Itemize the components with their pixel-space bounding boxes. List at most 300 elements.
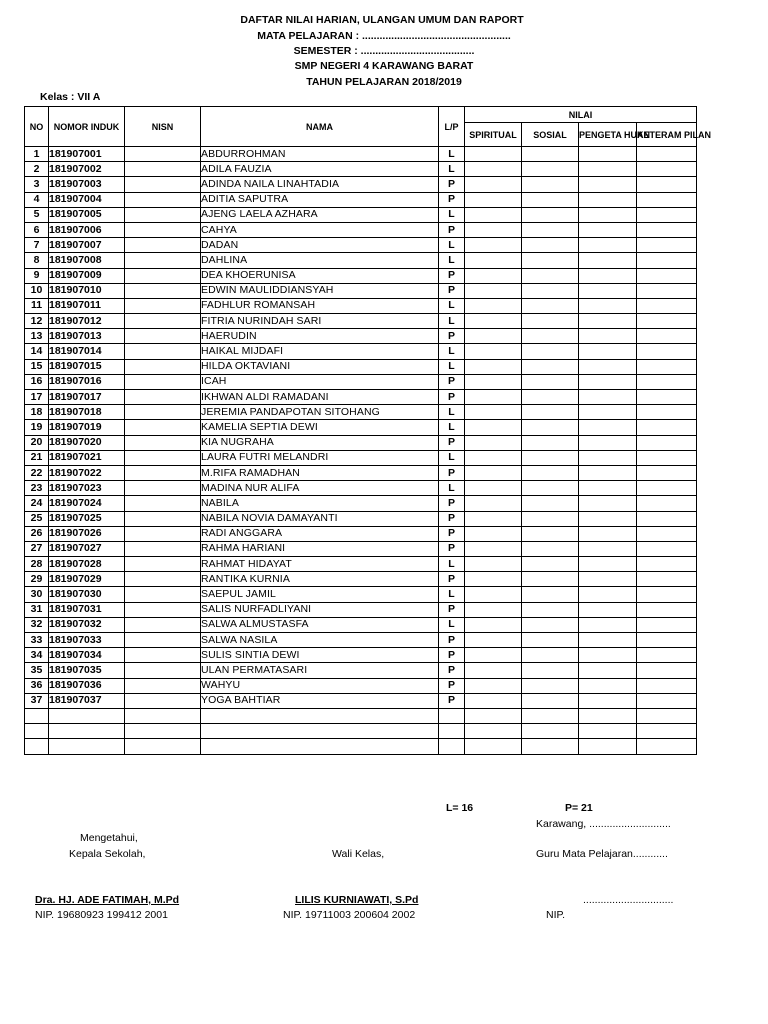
cell-nama: M.RIFA RAMADHAN	[201, 465, 439, 480]
table-row	[25, 511, 697, 526]
cell-nisn	[125, 663, 201, 678]
count-female: P= 21	[565, 802, 593, 814]
table-row	[25, 708, 697, 723]
cell-pengetahuan	[579, 708, 637, 723]
cell-no	[25, 708, 49, 723]
cell-no: 20	[25, 435, 49, 450]
cell-nomor-induk: 181907007	[49, 238, 125, 253]
cell-nisn	[125, 541, 201, 556]
cell-sosial	[522, 420, 579, 435]
cell-nama: HAERUDIN	[201, 329, 439, 344]
cell-pengetahuan	[579, 147, 637, 162]
cell-lp: L	[439, 557, 465, 572]
cell-lp	[439, 739, 465, 754]
cell-nama: KIA NUGRAHA	[201, 435, 439, 450]
cell-sosial	[522, 663, 579, 678]
table-row	[25, 602, 697, 617]
cell-nisn	[125, 450, 201, 465]
cell-spiritual	[465, 526, 522, 541]
cell-no: 6	[25, 222, 49, 237]
cell-nomor-induk: 181907034	[49, 648, 125, 663]
cell-pengetahuan	[579, 557, 637, 572]
cell-pengetahuan	[579, 693, 637, 708]
cell-lp: P	[439, 283, 465, 298]
cell-keterampilan	[637, 207, 697, 222]
cell-pengetahuan	[579, 298, 637, 313]
cell-lp: P	[439, 663, 465, 678]
cell-pengetahuan	[579, 344, 637, 359]
table-row	[25, 572, 697, 587]
cell-no: 22	[25, 465, 49, 480]
cell-lp: L	[439, 587, 465, 602]
cell-nisn	[125, 329, 201, 344]
cell-lp: P	[439, 390, 465, 405]
cell-no: 12	[25, 314, 49, 329]
cell-lp: P	[439, 633, 465, 648]
cell-lp: P	[439, 222, 465, 237]
cell-nomor-induk: 181907030	[49, 587, 125, 602]
cell-nomor-induk: 181907001	[49, 147, 125, 162]
cell-pengetahuan	[579, 496, 637, 511]
cell-nama	[201, 708, 439, 723]
teacher-nip: NIP.	[546, 909, 566, 921]
teacher-role: Guru Mata Pelajaran............	[536, 848, 668, 860]
cell-sosial	[522, 602, 579, 617]
cell-nisn	[125, 602, 201, 617]
cell-nisn	[125, 465, 201, 480]
cell-spiritual	[465, 359, 522, 374]
cell-no: 31	[25, 602, 49, 617]
table-row	[25, 222, 697, 237]
cell-spiritual	[465, 147, 522, 162]
cell-nisn	[125, 420, 201, 435]
table-row	[25, 390, 697, 405]
cell-lp: P	[439, 572, 465, 587]
cell-pengetahuan	[579, 283, 637, 298]
cell-keterampilan	[637, 314, 697, 329]
cell-nomor-induk: 181907009	[49, 268, 125, 283]
cell-spiritual	[465, 678, 522, 693]
cell-spiritual	[465, 541, 522, 556]
cell-spiritual	[465, 663, 522, 678]
cell-spiritual	[465, 435, 522, 450]
cell-sosial	[522, 481, 579, 496]
cell-sosial	[522, 450, 579, 465]
cell-spiritual	[465, 724, 522, 739]
cell-sosial	[522, 708, 579, 723]
cell-keterampilan	[637, 162, 697, 177]
cell-no: 32	[25, 617, 49, 632]
cell-no: 36	[25, 678, 49, 693]
cell-lp: L	[439, 298, 465, 313]
cell-nama: RAHMAT HIDAYAT	[201, 557, 439, 572]
cell-spiritual	[465, 648, 522, 663]
table-row	[25, 329, 697, 344]
cell-nomor-induk: 181907021	[49, 450, 125, 465]
cell-nisn	[125, 238, 201, 253]
cell-sosial	[522, 374, 579, 389]
cell-sosial	[522, 405, 579, 420]
cell-spiritual	[465, 314, 522, 329]
cell-no: 29	[25, 572, 49, 587]
cell-nama: CAHYA	[201, 222, 439, 237]
cell-nomor-induk: 181907025	[49, 511, 125, 526]
cell-pengetahuan	[579, 238, 637, 253]
cell-sosial	[522, 177, 579, 192]
cell-keterampilan	[637, 359, 697, 374]
cell-pengetahuan	[579, 177, 637, 192]
homeroom-nip: NIP. 19711003 200604 2002	[283, 909, 416, 921]
cell-sosial	[522, 496, 579, 511]
cell-spiritual	[465, 268, 522, 283]
cell-keterampilan	[637, 572, 697, 587]
cell-spiritual	[465, 693, 522, 708]
cell-nisn	[125, 526, 201, 541]
col-header-spiritual: SPIRITUAL	[465, 123, 522, 147]
cell-nisn	[125, 481, 201, 496]
cell-no: 15	[25, 359, 49, 374]
table-row	[25, 374, 697, 389]
cell-nomor-induk	[49, 739, 125, 754]
cell-pengetahuan	[579, 207, 637, 222]
cell-lp: P	[439, 602, 465, 617]
col-header-nilai: NILAI	[465, 107, 697, 123]
place-date: Karawang, ............................	[536, 818, 671, 830]
cell-spiritual	[465, 557, 522, 572]
cell-nomor-induk: 181907010	[49, 283, 125, 298]
cell-nisn	[125, 435, 201, 450]
table-row	[25, 420, 697, 435]
cell-pengetahuan	[579, 192, 637, 207]
cell-sosial	[522, 465, 579, 480]
cell-nisn	[125, 708, 201, 723]
table-row	[25, 298, 697, 313]
table-row	[25, 633, 697, 648]
cell-keterampilan	[637, 708, 697, 723]
cell-nama: RAHMA HARIANI	[201, 541, 439, 556]
cell-keterampilan	[637, 283, 697, 298]
cell-nomor-induk: 181907003	[49, 177, 125, 192]
cell-spiritual	[465, 739, 522, 754]
cell-nisn	[125, 617, 201, 632]
cell-no: 13	[25, 329, 49, 344]
cell-nisn	[125, 390, 201, 405]
table-row	[25, 678, 697, 693]
cell-keterampilan	[637, 587, 697, 602]
table-row	[25, 526, 697, 541]
cell-keterampilan	[637, 344, 697, 359]
col-header-no: NO	[25, 107, 49, 147]
cell-keterampilan	[637, 617, 697, 632]
cell-no: 8	[25, 253, 49, 268]
cell-nisn	[125, 314, 201, 329]
cell-pengetahuan	[579, 739, 637, 754]
table-row	[25, 177, 697, 192]
cell-no: 11	[25, 298, 49, 313]
cell-nama: SULIS SINTIA DEWI	[201, 648, 439, 663]
cell-pengetahuan	[579, 617, 637, 632]
cell-lp: P	[439, 496, 465, 511]
cell-nomor-induk: 181907037	[49, 693, 125, 708]
cell-nisn	[125, 344, 201, 359]
cell-pengetahuan	[579, 329, 637, 344]
cell-spiritual	[465, 162, 522, 177]
col-header-sosial: SOSIAL	[522, 123, 579, 147]
cell-keterampilan	[637, 177, 697, 192]
cell-keterampilan	[637, 602, 697, 617]
cell-keterampilan	[637, 450, 697, 465]
table-row	[25, 693, 697, 708]
cell-no: 28	[25, 557, 49, 572]
cell-nama: SALWA NASILA	[201, 633, 439, 648]
cell-lp: L	[439, 162, 465, 177]
cell-pengetahuan	[579, 359, 637, 374]
table-row	[25, 663, 697, 678]
cell-no: 4	[25, 192, 49, 207]
cell-nomor-induk: 181907002	[49, 162, 125, 177]
cell-nisn	[125, 405, 201, 420]
cell-spiritual	[465, 633, 522, 648]
cell-keterampilan	[637, 724, 697, 739]
cell-nisn	[125, 374, 201, 389]
document-title: DAFTAR NILAI HARIAN, ULANGAN UMUM DAN RAPORT	[240, 14, 524, 26]
cell-no: 16	[25, 374, 49, 389]
cell-spiritual	[465, 390, 522, 405]
cell-pengetahuan	[579, 526, 637, 541]
cell-pengetahuan	[579, 253, 637, 268]
cell-nomor-induk: 181907018	[49, 405, 125, 420]
cell-keterampilan	[637, 633, 697, 648]
cell-spiritual	[465, 283, 522, 298]
class-label: Kelas : VII A	[40, 91, 101, 103]
cell-sosial	[522, 633, 579, 648]
cell-nomor-induk: 181907024	[49, 496, 125, 511]
cell-nomor-induk: 181907027	[49, 541, 125, 556]
cell-sosial	[522, 587, 579, 602]
cell-nomor-induk: 181907014	[49, 344, 125, 359]
cell-nomor-induk: 181907006	[49, 222, 125, 237]
cell-nama: MADINA NUR ALIFA	[201, 481, 439, 496]
cell-nisn	[125, 648, 201, 663]
cell-nama: HILDA OKTAVIANI	[201, 359, 439, 374]
homeroom-role: Wali Kelas,	[332, 848, 385, 860]
table-row	[25, 162, 697, 177]
cell-nisn	[125, 359, 201, 374]
cell-sosial	[522, 739, 579, 754]
cell-spiritual	[465, 450, 522, 465]
cell-pengetahuan	[579, 314, 637, 329]
cell-sosial	[522, 678, 579, 693]
cell-nama: NABILA	[201, 496, 439, 511]
cell-lp: L	[439, 207, 465, 222]
cell-no: 33	[25, 633, 49, 648]
cell-sosial	[522, 724, 579, 739]
cell-sosial	[522, 617, 579, 632]
cell-nama: LAURA FUTRI MELANDRI	[201, 450, 439, 465]
cell-spiritual	[465, 374, 522, 389]
cell-no: 1	[25, 147, 49, 162]
knowing-label: Mengetahui,	[80, 832, 138, 844]
cell-nisn	[125, 268, 201, 283]
cell-nama: IKHWAN ALDI RAMADANI	[201, 390, 439, 405]
principal-nip: NIP. 19680923 199412 2001	[35, 909, 168, 921]
cell-nisn	[125, 253, 201, 268]
cell-nama: ADINDA NAILA LINAHTADIA	[201, 177, 439, 192]
cell-no: 30	[25, 587, 49, 602]
cell-lp: L	[439, 359, 465, 374]
cell-sosial	[522, 268, 579, 283]
cell-nisn	[125, 222, 201, 237]
cell-nisn	[125, 192, 201, 207]
cell-keterampilan	[637, 420, 697, 435]
cell-keterampilan	[637, 496, 697, 511]
cell-nisn	[125, 298, 201, 313]
semester-line: SEMESTER : .......................................	[293, 45, 475, 57]
cell-lp: P	[439, 511, 465, 526]
cell-sosial	[522, 557, 579, 572]
cell-nama: ADILA FAUZIA	[201, 162, 439, 177]
cell-lp: L	[439, 253, 465, 268]
cell-keterampilan	[637, 557, 697, 572]
principal-role: Kepala Sekolah,	[69, 848, 146, 860]
cell-nomor-induk: 181907013	[49, 329, 125, 344]
cell-nisn	[125, 177, 201, 192]
cell-spiritual	[465, 207, 522, 222]
cell-no: 37	[25, 693, 49, 708]
cell-pengetahuan	[579, 465, 637, 480]
table-row	[25, 238, 697, 253]
cell-sosial	[522, 283, 579, 298]
cell-pengetahuan	[579, 420, 637, 435]
table-row	[25, 496, 697, 511]
cell-spiritual	[465, 587, 522, 602]
col-header-nomor-induk: NOMOR INDUK	[49, 107, 125, 147]
cell-sosial	[522, 693, 579, 708]
cell-no: 21	[25, 450, 49, 465]
cell-nomor-induk: 181907023	[49, 481, 125, 496]
cell-nama: SAEPUL JAMIL	[201, 587, 439, 602]
grade-table	[24, 106, 711, 755]
cell-nisn	[125, 724, 201, 739]
cell-keterampilan	[637, 390, 697, 405]
cell-sosial	[522, 359, 579, 374]
cell-pengetahuan	[579, 663, 637, 678]
table-row	[25, 739, 697, 754]
cell-keterampilan	[637, 678, 697, 693]
cell-nama	[201, 739, 439, 754]
cell-nama: SALWA ALMUSTASFA	[201, 617, 439, 632]
cell-lp: L	[439, 420, 465, 435]
cell-keterampilan	[637, 663, 697, 678]
cell-nomor-induk: 181907004	[49, 192, 125, 207]
cell-keterampilan	[637, 405, 697, 420]
cell-keterampilan	[637, 253, 697, 268]
cell-lp: P	[439, 465, 465, 480]
cell-sosial	[522, 207, 579, 222]
cell-lp: P	[439, 435, 465, 450]
cell-spiritual	[465, 496, 522, 511]
cell-spiritual	[465, 420, 522, 435]
cell-nama: EDWIN MAULIDDIANSYAH	[201, 283, 439, 298]
cell-sosial	[522, 314, 579, 329]
cell-keterampilan	[637, 374, 697, 389]
cell-no: 26	[25, 526, 49, 541]
cell-nomor-induk: 181907008	[49, 253, 125, 268]
cell-nama: SALIS NURFADLIYANI	[201, 602, 439, 617]
cell-nisn	[125, 496, 201, 511]
cell-spiritual	[465, 344, 522, 359]
col-header-nisn: NISN	[125, 107, 201, 147]
cell-no	[25, 739, 49, 754]
cell-sosial	[522, 526, 579, 541]
cell-keterampilan	[637, 693, 697, 708]
count-male: L= 16	[446, 802, 474, 814]
cell-sosial	[522, 253, 579, 268]
table-row	[25, 192, 697, 207]
cell-keterampilan	[637, 268, 697, 283]
cell-nama: ULAN PERMATASARI	[201, 663, 439, 678]
cell-lp	[439, 724, 465, 739]
teacher-name: ...............................	[583, 894, 674, 906]
cell-nomor-induk: 181907016	[49, 374, 125, 389]
cell-nomor-induk: 181907033	[49, 633, 125, 648]
cell-sosial	[522, 329, 579, 344]
cell-nisn	[125, 572, 201, 587]
cell-sosial	[522, 344, 579, 359]
cell-pengetahuan	[579, 405, 637, 420]
principal-name: Dra. HJ. ADE FATIMAH, M.Pd	[35, 894, 180, 906]
cell-nama: YOGA BAHTIAR	[201, 693, 439, 708]
cell-sosial	[522, 541, 579, 556]
cell-lp: P	[439, 526, 465, 541]
cell-spiritual	[465, 192, 522, 207]
cell-keterampilan	[637, 739, 697, 754]
cell-spiritual	[465, 617, 522, 632]
cell-sosial	[522, 390, 579, 405]
cell-nisn	[125, 162, 201, 177]
cell-keterampilan	[637, 526, 697, 541]
cell-spiritual	[465, 177, 522, 192]
cell-keterampilan	[637, 238, 697, 253]
cell-nama: KAMELIA SEPTIA DEWI	[201, 420, 439, 435]
table-row	[25, 147, 697, 162]
table-row	[25, 435, 697, 450]
table-row	[25, 450, 697, 465]
cell-pengetahuan	[579, 587, 637, 602]
cell-nama: ABDURROHMAN	[201, 147, 439, 162]
cell-pengetahuan	[579, 572, 637, 587]
cell-sosial	[522, 648, 579, 663]
table-row	[25, 207, 697, 222]
cell-no: 27	[25, 541, 49, 556]
table-row	[25, 405, 697, 420]
cell-lp: L	[439, 617, 465, 632]
cell-spiritual	[465, 329, 522, 344]
cell-nama: NABILA NOVIA DAMAYANTI	[201, 511, 439, 526]
cell-sosial	[522, 222, 579, 237]
cell-nama: RADI ANGGARA	[201, 526, 439, 541]
cell-lp: P	[439, 329, 465, 344]
cell-spiritual	[465, 465, 522, 480]
cell-no: 3	[25, 177, 49, 192]
cell-nomor-induk: 181907036	[49, 678, 125, 693]
cell-keterampilan	[637, 329, 697, 344]
cell-nomor-induk: 181907017	[49, 390, 125, 405]
cell-nama: ICAH	[201, 374, 439, 389]
cell-spiritual	[465, 238, 522, 253]
table-row	[25, 314, 697, 329]
cell-no: 10	[25, 283, 49, 298]
